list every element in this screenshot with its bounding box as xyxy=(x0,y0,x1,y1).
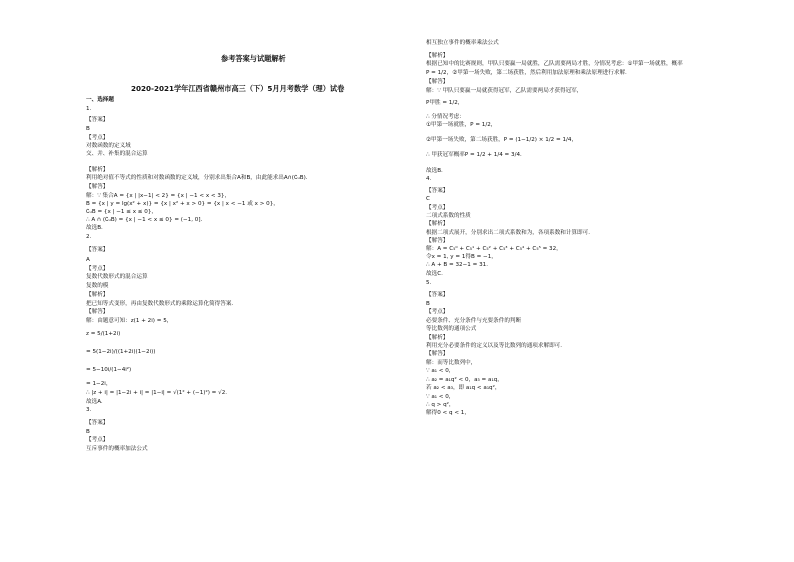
left-line: 【考点】 xyxy=(86,437,109,443)
left-line: 故选A. xyxy=(86,399,103,405)
right-line: 解得0 < q < 1， xyxy=(426,410,470,416)
right-line: ∴ q > q²， xyxy=(426,402,455,408)
left-line: ∴ A ∩ (∁ᵤB) = {x | −1 < x ≤ 0} = (−1, 0]． xyxy=(86,217,207,223)
right-line: 【答案】 xyxy=(426,292,449,298)
right-line: 【解析】 xyxy=(426,53,449,59)
right-line: 【解答】 xyxy=(426,79,449,85)
left-line: 3. xyxy=(86,407,92,413)
right-line: 令x = 1, y = 1得B = −1， xyxy=(426,254,497,260)
section-heading: 一、选择题 xyxy=(86,97,114,103)
right-line: ①甲第一场就胜，P = 1/2， xyxy=(426,122,497,128)
left-line: ∁ᵤB = {x | −1 ≤ x ≤ 0}， xyxy=(86,209,157,215)
right-line: 等比数列的通项公式 xyxy=(426,326,477,332)
right-line: 必要条件、充分条件与充要条件的判断 xyxy=(426,318,522,324)
left-line: 把已知等式变形，再由复数代数形式的乘除运算化简得答案. xyxy=(86,301,234,307)
right-line: 根据已知中的比赛规则，甲队只要赢一局就胜，乙队需要两局才胜，分情况考虑：①甲第一场就胜，概率 xyxy=(426,61,683,67)
left-line: 【解答】 xyxy=(86,309,109,315)
right-line: 【考点】 xyxy=(426,309,449,315)
left-line: 【考点】 xyxy=(86,266,109,272)
left-line: 故选B. xyxy=(86,225,103,231)
right-line: 【答案】 xyxy=(426,188,449,194)
left-line: 利用绝对值不等式的性质和对数函数的定义域，分别求出集合A和B，由此能求出A∩(∁ᵤB)． xyxy=(86,175,312,181)
left-line: 对数函数的定义域 xyxy=(86,143,131,149)
right-line: 【解析】 xyxy=(426,335,449,341)
right-line: ∴ a₂ = a₁q² < 0，a₃ = a₁q， xyxy=(426,377,503,383)
right-line: 利用充分必要条件的定义以及等比数列的通项求解即可. xyxy=(426,343,563,349)
right-line: 5. xyxy=(426,280,432,286)
left-line: z = 5/(1+2i) xyxy=(86,331,121,337)
left-line: B xyxy=(86,429,90,435)
left-line: B xyxy=(86,126,90,132)
left-line: = 5−10i/(1−4i²) xyxy=(86,367,132,373)
right-line: 【考点】 xyxy=(426,205,449,211)
right-line: 4. xyxy=(426,176,432,182)
left-line: 1. xyxy=(86,106,92,112)
left-line: 2. xyxy=(86,234,92,240)
left-line: = 1−2i， xyxy=(86,381,112,387)
right-line: ②甲第一场失败，第二场获胜，P = (1−1/2) × 1/2 = 1/4， xyxy=(426,137,578,143)
right-line: ∴ 分情况考虑： xyxy=(426,114,465,120)
right-line: ∴ A + B = 32−1 = 31. xyxy=(426,262,488,268)
right-line: 相互独立事件的概率乘法公式 xyxy=(426,40,499,46)
left-line: 【解答】 xyxy=(86,184,109,190)
right-line: 【解答】 xyxy=(426,351,449,357)
left-line: 复数的模 xyxy=(86,283,109,289)
right-line: P = 1/2，②甲第一场失败，第二场获胜，然后利用加法原理和乘法原理进行求解. xyxy=(426,70,627,76)
right-line: 若 a₂ < a₃，即 a₁q < a₁q²， xyxy=(426,385,501,391)
right-line: P甲胜 = 1/2， xyxy=(426,100,464,106)
left-line: 【答案】 xyxy=(86,117,109,123)
left-line: 交、并、补集的混合运算 xyxy=(86,151,148,157)
left-line: 【解析】 xyxy=(86,292,109,298)
left-line: 【答案】 xyxy=(86,420,109,426)
left-line: 复数代数形式的混合运算 xyxy=(86,274,148,280)
right-line: 故选B. xyxy=(426,168,443,174)
left-line: = 5(1−2i)/((1+2i)(1−2i)) xyxy=(86,349,156,355)
right-line: 解：而等比数列中， xyxy=(426,360,477,366)
left-line: ∴ |z + i| = |1−2i + i| = |1−i| = √(1² + (−1)²) = √2. xyxy=(86,390,228,396)
left-line: 解：∵ 集合A = {x | |x−1| < 2} = {x | −1 < x < 3}， xyxy=(86,193,231,199)
doc-subtitle: 2020-2021学年江西省赣州市高三（下）5月月考数学（理）试卷 xyxy=(131,84,345,93)
left-line: B = {x | y = lg(x² + x)} = {x | x² + x > 0} = {x | x < −1 或 x > 0}， xyxy=(86,201,279,207)
right-line: B xyxy=(426,301,430,307)
right-line: ∵ a₁ < 0， xyxy=(426,368,455,374)
doc-title: 参考答案与试题解析 xyxy=(221,54,286,63)
right-line: ∵ a₁ < 0， xyxy=(426,394,455,400)
right-line: C xyxy=(426,196,430,202)
right-line: 根据二项式展开，分别求出二项式系数和为，各项系数和计算即可. xyxy=(426,230,590,236)
left-line: 【解析】 xyxy=(86,167,109,173)
right-line: 【解答】 xyxy=(426,238,449,244)
left-line: 【考点】 xyxy=(86,135,109,141)
right-line: ∴ 甲获冠军概率P = 1/2 + 1/4 = 3/4． xyxy=(426,152,526,158)
right-line: 解：∵ 甲队只要赢一局就获得冠军，乙队需要两局才获得冠军， xyxy=(426,88,583,94)
right-line: 解：A = C₅⁰ + C₅¹ + C₅² + C₅³ + C₅⁴ + C₅⁵ = 32， xyxy=(426,246,562,252)
left-line: 互斥事件的概率加法公式 xyxy=(86,446,148,452)
right-line: 二项式系数的性质 xyxy=(426,213,471,219)
left-line: 解：由题意可知：z(1 + 2i) = 5， xyxy=(86,318,173,324)
left-line: A xyxy=(86,257,90,263)
right-line: 【解析】 xyxy=(426,221,449,227)
left-line: 【答案】 xyxy=(86,247,109,253)
right-line: 故选C. xyxy=(426,271,443,277)
